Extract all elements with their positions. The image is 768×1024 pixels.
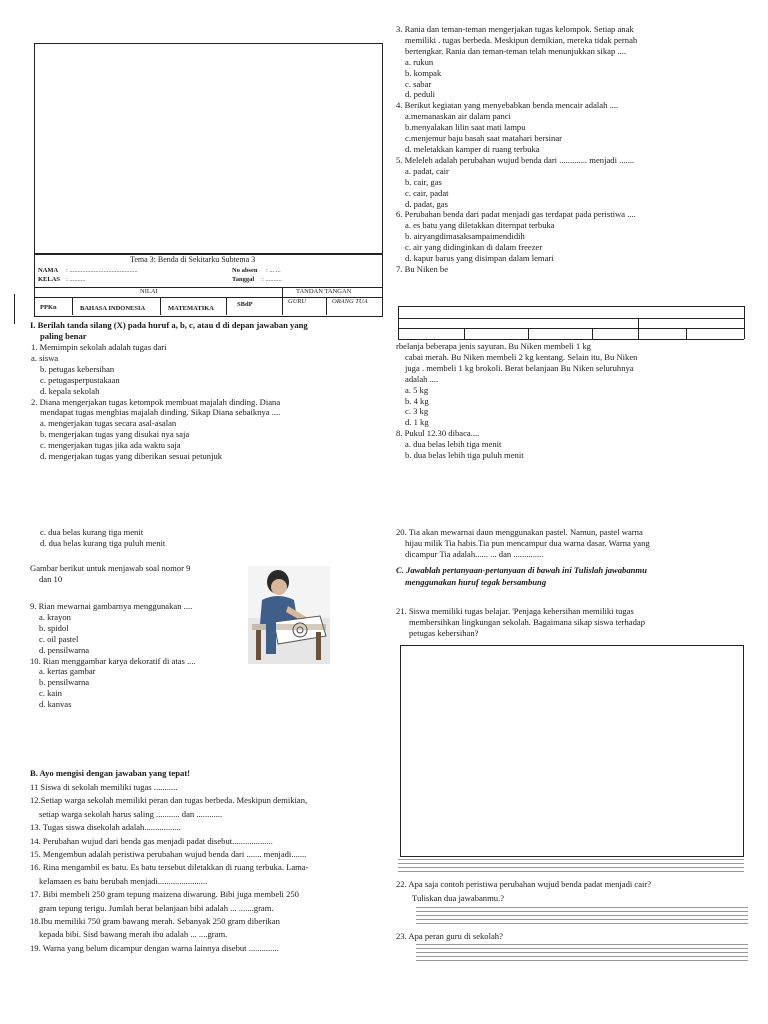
q9-option-b[interactable]: b. spidol [39,622,69,633]
q21-text-2: membersihkan lingkungan sekolah. Bagaimana sikap siswa terhadap [409,616,646,627]
tanggal-field[interactable]: : .......... [262,276,282,283]
q1-option-b[interactable]: b. petugas kebersihan [40,363,115,374]
q4-option-c[interactable]: c.menjemur baju basah saat matahari bersinar [405,133,563,144]
q21-block [396,606,645,639]
q18-text-2[interactable]: kepada bibi. Sisd bawang merah ibu adalah ... ....gram. [39,929,228,940]
q5-option-c[interactable]: c. cair, padat [405,187,449,198]
tanggal-label: Tanggal [232,276,255,283]
q20-text-3[interactable]: dicampur Tia adalah...... ... dan .............. [405,548,544,559]
q7-option-b[interactable]: b. 4 kg [405,395,429,406]
q20-block [396,527,650,560]
no-absen-label: No absen [232,267,258,274]
q20-text: 20. Tia akan mewarnai daun menggunakan pastel. Namun, pastel warna [396,527,643,537]
q1-option-a[interactable]: a. siswa [31,352,59,363]
q11-text[interactable]: 11 Siswa di sekolah memiliki tugas ........... [30,782,178,792]
q16-text-2[interactable]: kelamaen es batu berubah menjadi....................... [39,875,208,886]
q4-option-b[interactable]: b.menyalakan lilin saat mati lampu [405,122,526,133]
tandan-label: TANDAN TANGAN [296,288,352,295]
q2-option-a[interactable]: a. mengerjakan tugas secara asal-asalan [40,418,177,429]
no-absen-field[interactable]: : ... ... [266,267,281,274]
section-a-instruction: I. Berilah tanda silang (X) pada huruf a, b, c, atau d di depan jawaban yang [30,320,308,330]
q14-text[interactable]: 14. Perubahan wujud dari benda gas menjadi padat disebut................... [30,835,273,846]
q3-option-d[interactable]: d. peduli [405,89,436,100]
q1-option-d[interactable]: d. kepala sekolah [40,385,100,396]
q22-text: 22. Apa saja contoh peristiwa perubahan wujud benda padat menjadi cair? [396,879,652,889]
margin-mark [14,294,15,324]
q10-option-c[interactable]: c. kain [39,688,62,699]
q8-option-c[interactable]: c. dua belas kurang tiga menit [40,527,144,537]
q5-option-b[interactable]: b. cair, gas [405,176,442,187]
q18-text[interactable]: 18.Ibu memiliki 750 gram bawang merah. Sebanyak 250 gram diberikan [30,916,280,927]
q16-text[interactable]: 16. Rina mengambil es batu. Es batu tersebut diletakkan di ruang terbuka. Lama- [30,862,309,873]
q6-option-d[interactable]: d. kapur barus yang disimpan dalam lemari [405,253,554,264]
q7-text-3: juga . membeli 1 kg brokoli. Berat belanjaan Bu Niken seluruhnya [405,362,634,373]
q13-text[interactable]: 13. Tugas siswa disekolah adalah................. [30,822,181,833]
section-c-instruction-2: menggunakan huruf tegak bersambung [405,577,547,587]
q1-option-c[interactable]: c. petugasperpustakaan [40,374,120,385]
q7-text-4: adalah .... [405,373,439,384]
q4-option-a[interactable]: a.memanaskan air dalam panci [405,111,511,122]
ortu-label: ORANG TUA [332,298,368,305]
q9-option-c[interactable]: c. oil pastel [39,633,79,644]
section-b-title: B. Ayo mengisi dengan jawaban yang tepat! [30,768,191,778]
q2-option-b[interactable]: b. mengerjakan tugas yang disukai nya saja [40,429,190,440]
q15-text[interactable]: 15. Mengembun adalah peristiwa perubahan wujud benda dari ....... menjadi....... [30,849,307,860]
q21-text: 21. Siswa memiliki tugas belajar. 'Penjaga kebersihan memiliki tugas [396,606,634,616]
q23-text: 23. Apa peran guru di sekolah? [396,931,503,941]
q2-option-d[interactable]: d. mengerjakan tugas yang diberikan sesuai petunjuk [40,451,223,462]
q3-text-3: bertengkar. Rania dan teman-teman telah menunjukkan sikap .... [405,45,626,56]
section-a-instruction-2: paling benar [40,331,87,341]
header-tema: Tema 3: Benda di Sekitarku Subtema 3 [130,255,256,264]
kelas-label: KELAS [38,276,61,283]
subject-ppkn: PPKn [40,304,57,311]
q9-option-a[interactable]: a. krayon [39,611,71,622]
q7-text: 7. Bu Niken be [396,263,449,274]
kelas-field[interactable]: : .......... [66,276,86,283]
q9-block [30,601,196,710]
q10-option-d[interactable]: d. kanvas [39,699,72,710]
subject-sbdp: SBdP [237,301,253,308]
q21-text-3: petugas kebersihan? [409,627,479,638]
q10-text: 10. Rian menggambar karya dekoratif di atas .... [30,655,196,666]
q5-text: 5. Meleleh adalah perubahan wujud benda dari ............. menjadi ....... [396,154,635,165]
q3-text-2: memiliki . tugas berbeda. Meskipun demikian, mereka tidak pernah [405,34,638,45]
subject-matematika: MATEMATIKA [168,305,214,312]
nilai-label: NILAI [140,288,158,295]
q8-text: 8. Pukul 12.30 dibaca.... [396,428,480,439]
q6-option-c[interactable]: c. air yang didinginkan di dalam freezer [405,242,543,253]
q7-option-c[interactable]: c. 3 kg [405,406,429,417]
q1-text: 1. Memimpin sekolah adalah tugas dari [31,342,167,352]
q10-option-b[interactable]: b. pensilwarna [39,677,90,688]
q3-text: 3. Rania dan teman-teman mengerjakan tugas kelompok. Setiap anak [396,24,634,34]
q5-option-a[interactable]: a. padat, cair [405,165,449,176]
q10-option-a[interactable]: a. kertas gambar [39,666,96,677]
image-intro-text-2: dan 10 [39,573,63,584]
subject-bahasa: BAHASA INDONESIA [80,305,146,312]
q7-text-cont: rbelanja beberapa jenis sayuran. Bu Niken membeli 1 kg [396,341,591,351]
boy-drawing-illustration [248,566,330,664]
q22-text-2: Tuliskan dua jawabanmu.? [412,893,505,903]
q3-option-c[interactable]: c. sabar [405,78,432,89]
q20-text-2: hijau milik Tia habis.Tia pun mencampur dua warna dasar. Warna yang [405,537,650,548]
section-c-instruction: C. Jawablah pertanyaan-pertanyaan di bawah ini Tulislah jawabanmu [396,565,647,575]
q3-option-a[interactable]: a. rukun [405,56,434,67]
q4-text: 4. Berikut kegiatan yang menyebabkan benda mencair adalah .... [396,100,619,111]
q6-text: 6. Perubahan benda dari padat menjadi gas terdapat pada peristiwa .... [396,209,636,220]
q2-text: 2. Diana mengerjakan tugas ketompok membuat majalah dinding. Diana [31,396,281,407]
q7-option-a[interactable]: a. 5 kg [405,384,429,395]
q8-option-b[interactable]: b. dua belas lebih tiga puluh menit [405,450,524,461]
guru-label: GURU [288,298,307,305]
image-intro-text: Gambar berikut untuk menjawab soal nomor 9 [30,563,191,573]
q7-text-2: cabai merah. Bu Niken membeli 2 kg kentang. Selain itu, Bu Niken [405,351,638,362]
q6-option-a[interactable]: a. es batu yang diletakkan diternpat terbuka [405,220,555,231]
q9-text: 9. Rian mewarnai gambarnya menggunakan .... [30,601,193,611]
q12-text[interactable]: 12.Setiap warga sekolah memiliki peran dan tugas berbeda. Meskipun demikian, [30,795,308,806]
left-questions [31,342,280,462]
q7-option-d[interactable]: d. 1 kg [405,417,429,428]
right-questions-mid [396,341,637,461]
q4-option-d[interactable]: d. meletakkan kamper di ruang terbuka [405,143,540,154]
section-b-questions [30,781,309,955]
nama-label: NAMA [38,267,59,274]
q8-option-d[interactable]: d. dua belas kurang tiga puluh menit [40,537,166,548]
q12-text-2[interactable]: setiap warga sekolah harus saling ........... dan ............ [39,808,223,819]
q8-option-a[interactable]: a. dua belas lebih tiga menit [405,439,502,450]
right-questions-top [396,24,637,275]
q3-option-b[interactable]: b. kompak [405,67,442,78]
q8-continued [40,527,165,549]
q6-option-b[interactable]: b. airyangdimasaksampaimendidih [405,231,525,242]
header-photo-box [34,43,383,255]
nama-field[interactable]: : .......................................... [66,267,138,274]
q2-option-c[interactable]: c. mengerjakan tugas jika ada waktu saja [40,440,181,451]
q19-text[interactable]: 19. Warna yang belum dicampur dengan warna lainnya disebut .............. [30,942,279,953]
q5-option-d[interactable]: d. padat, gas [405,198,448,209]
image-intro [30,563,190,585]
q17-text-2[interactable]: gram tepung terigu. Jumlah berat belanjaan bibi adalah ... .......gram. [39,902,274,913]
q17-text[interactable]: 17. Bibi membeli 250 gram tepung maizena diwarung. Bibi juga membeli 250 [30,889,299,900]
q9-option-d[interactable]: d. pensilwarna [39,644,90,655]
q21-answer-box[interactable] [400,645,744,857]
q2-text-2: mendapat tugas menghias majalah dinding. Sikap Diana sebaiknya .... [40,407,281,418]
